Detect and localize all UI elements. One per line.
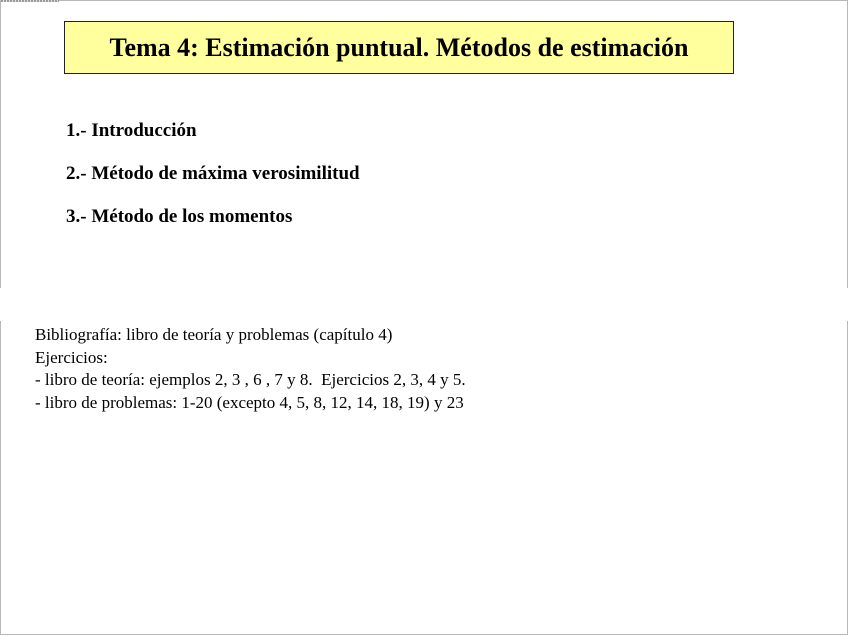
outline-item-maxima-verosimilitud: 2.- Método de máxima verosimilitud: [66, 163, 360, 184]
slide-title-box: [64, 21, 734, 74]
outline-item-momentos: 3.- Método de los momentos: [66, 206, 293, 227]
notes-bibliography-line: Bibliografía: libro de teoría y problemas (capítulo 4): [35, 325, 393, 344]
notes-problems-book-line: - libro de problemas: 1-20 (excepto 4, 5, 8, 12, 14, 18, 19) y 23: [35, 392, 464, 412]
outline-item-introduccion: 1.- Introducción: [66, 120, 197, 141]
slide-outline: [66, 119, 360, 248]
notes-exercises-heading: Ejercicios:: [35, 347, 108, 367]
slide-title: Tema 4: Estimación puntual. Métodos de estimación: [109, 32, 689, 62]
speaker-notes: [35, 324, 466, 414]
page-corner-marker: [1, 0, 59, 2]
notes-theory-book-line: - libro de teoría: ejemplos 2, 3 , 6 , 7 y 8. Ejercicios 2, 3, 4 y 5.: [35, 370, 466, 389]
